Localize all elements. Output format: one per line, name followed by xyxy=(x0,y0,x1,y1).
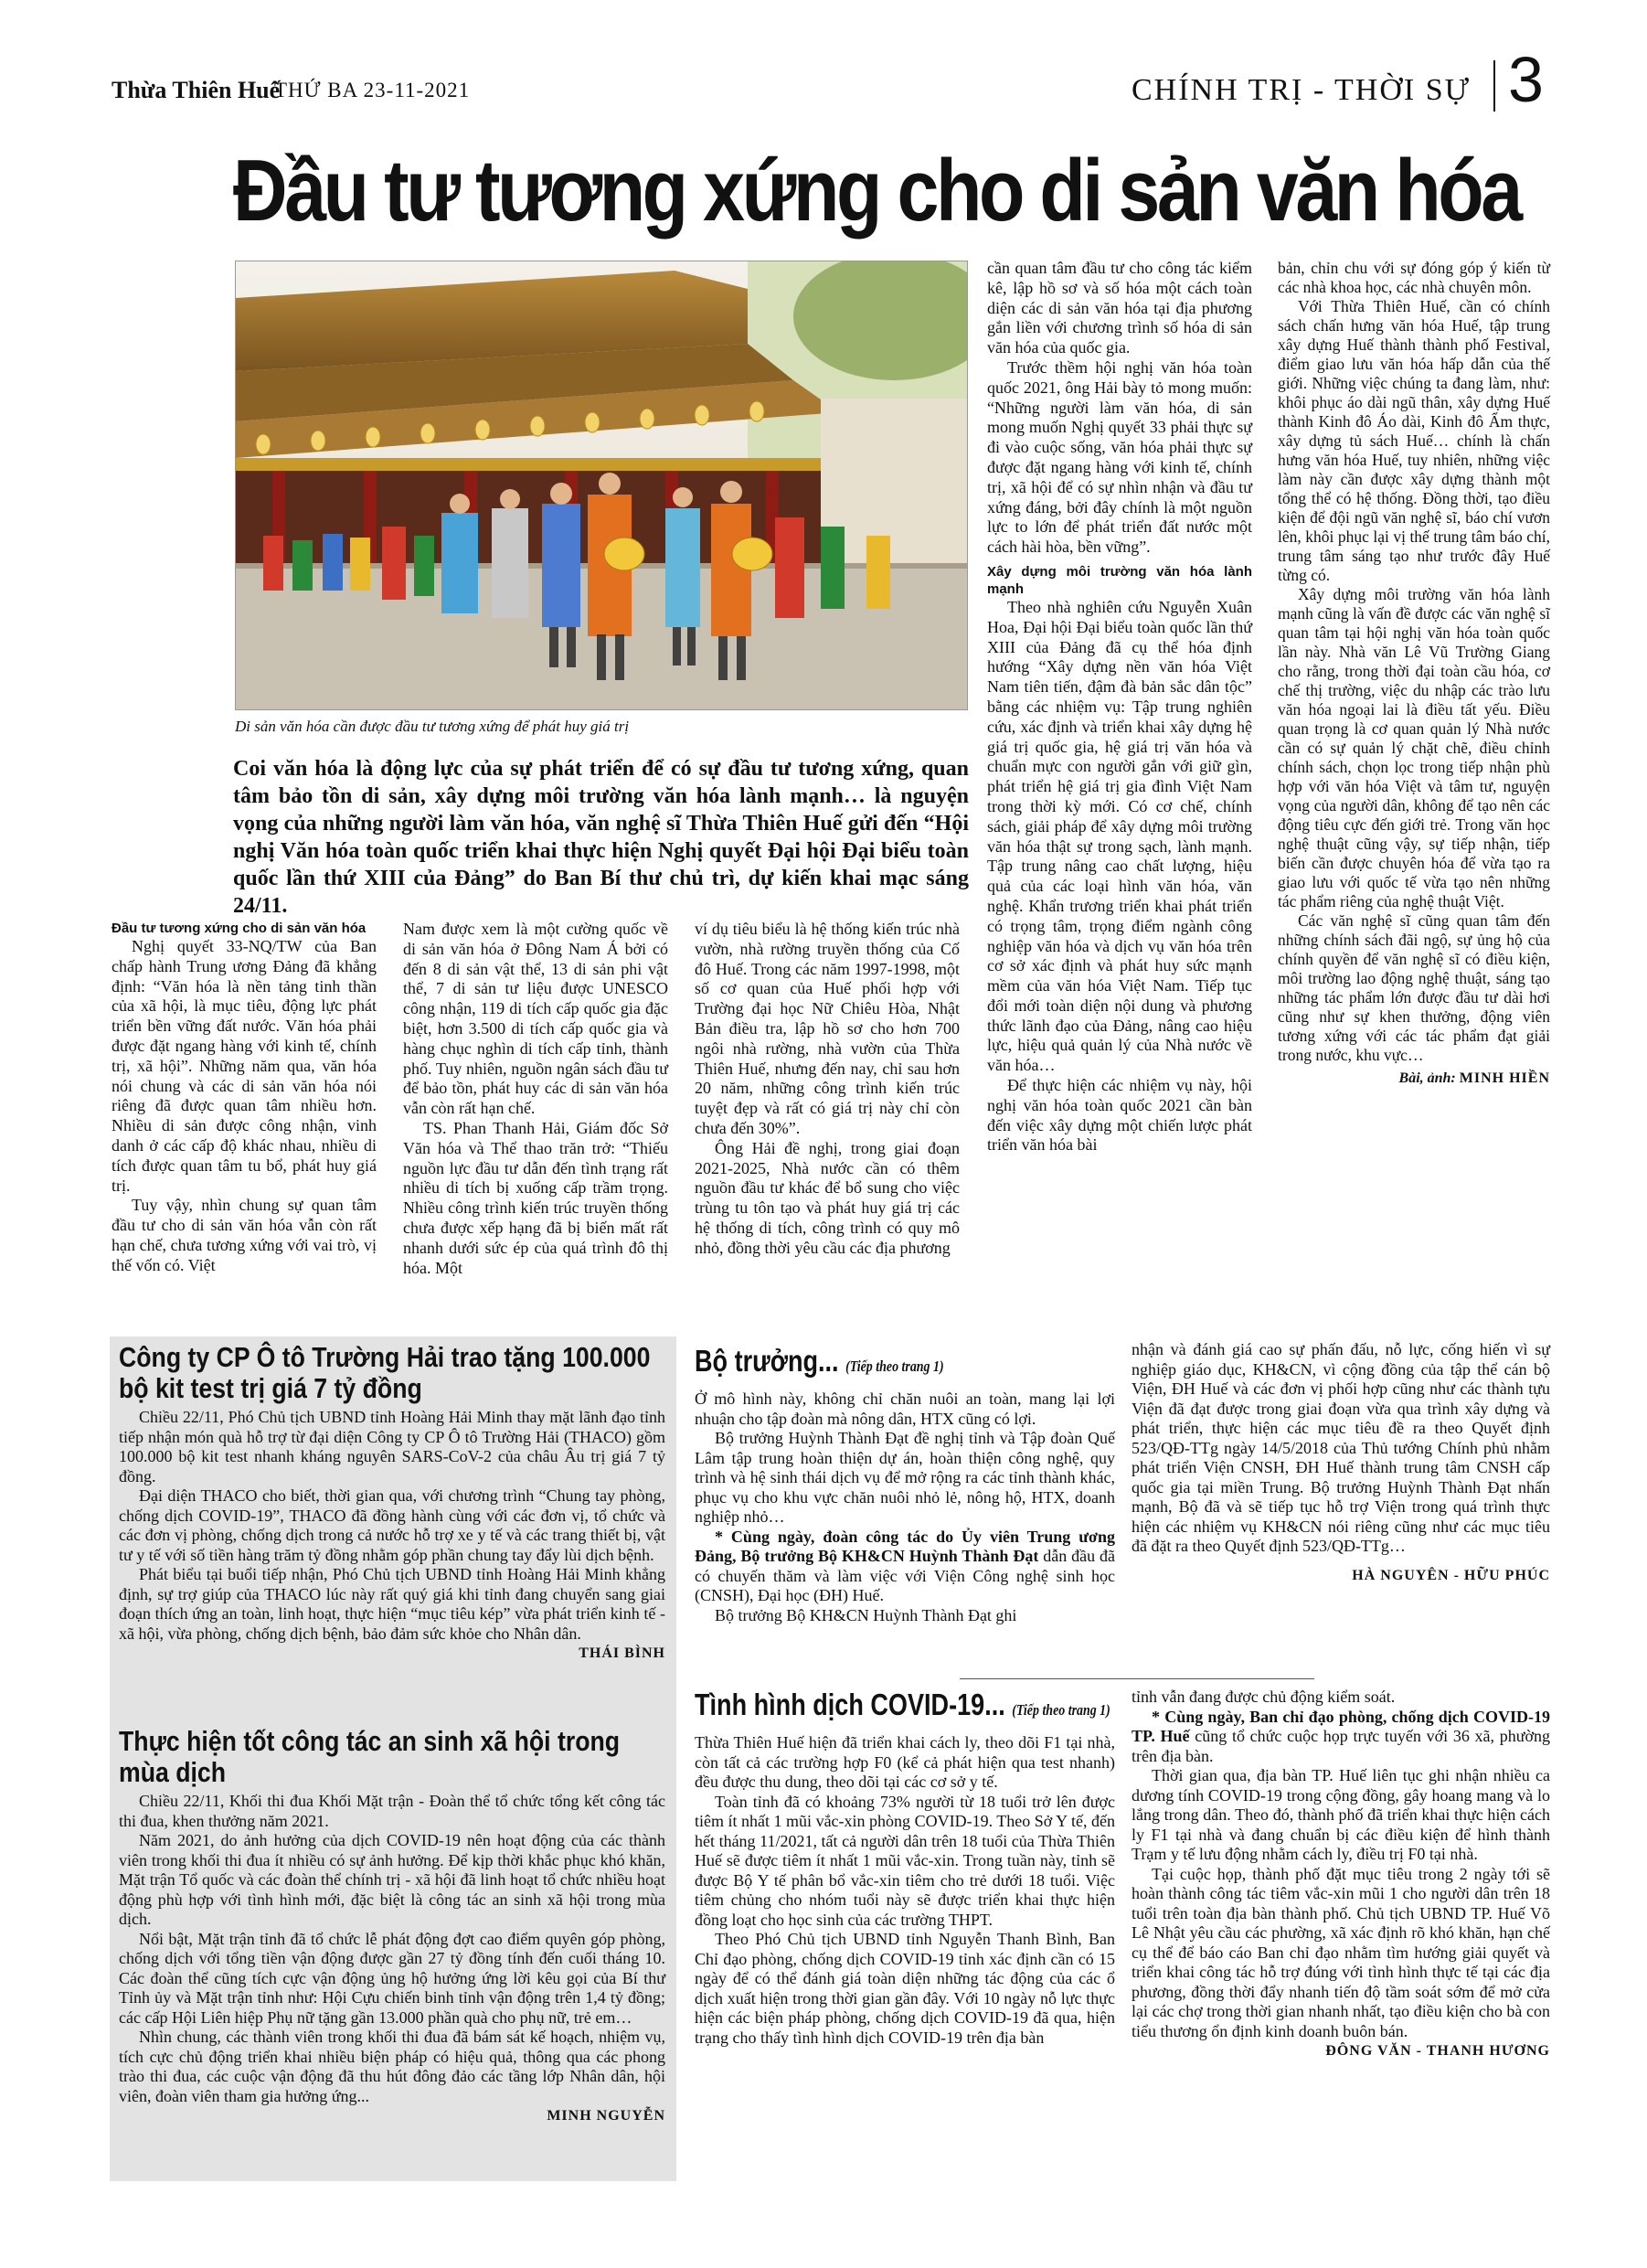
paragraph xyxy=(695,1528,1115,1606)
continued-title-bo-truong xyxy=(695,1344,944,1379)
article-column-5 xyxy=(1278,259,1550,1088)
paragraph: nhận và đánh giá cao sự phấn đấu, nỗ lực, cống hiến vì sự nghiệp giáo dục, KH&CN, vì cộng đồng của tập thể cán bộ Viện, ĐH Huế và các đơn vị phối hợp cũng như các thành tựu Viện đã đạt được trong giai đoạn vừa qua trình xây dựng và phát triển, thực hiện các mục tiêu đề ra theo Quyết định 523/QĐ-TTg ngày 14/5/2018 của Thủ tướng Chính phủ nhằm phát triển Viện CNSH, ĐH Huế thành trung tâm CNSH cấp quốc gia tại miền Trung. Bộ trưởng Huỳnh Thành Đạt nhấn mạnh, Bộ đã và sẽ tiếp tục hỗ trợ Viện trong quá trình thực hiện các nhiệm vụ KH&CN nói riêng cũng như các mục tiêu đã đặt ra theo Quyết định 523/QĐ-TTg… xyxy=(1132,1340,1550,1555)
paragraph: Theo nhà nghiên cứu Nguyễn Xuân Hoa, Đại hội Đại biểu toàn quốc lần thứ XIII của Đảng đã cụ thể hóa định hướng “Xây dựng nền văn hóa Việt Nam tiên tiến, đậm đà bản sắc dân tộc” bằng các nhiệm vụ: Tập trung nghiên cứu, xác định và triển khai xây dựng hệ giá trị quốc gia, hệ giá trị văn hóa và chuẩn mực con người gắn với giữ gìn, phát triển hệ giá trị gia đình Việt Nam trong thời kỳ mới. Có cơ chế, chính sách, giải pháp để xây dựng môi trường văn hóa thật sự trong sạch, lành mạnh. Tập trung nâng cao chất lượng, hiệu quả của các loại hình văn hóa, văn nghệ. Khẩn trương triển khai phát triển có trọng tâm, trọng điểm ngành công nghiệp văn hóa và dịch vụ văn hóa trên cơ sở xác định và phát huy sức mạnh mềm của văn hóa Việt Nam. Tiếp tục đổi mới toàn diện nội dung và phương thức lãnh đạo của Đảng, nâng cao hiệu lực, hiệu quả quản lý của Nhà nước về văn hóa… xyxy=(987,597,1252,1075)
paragraph: Thời gian qua, địa bàn TP. Huế liên tục ghi nhận nhiều ca dương tính COVID-19 trong cộng đồng, gây hoang mang và lo lắng trong dân. Theo đó, thành phố đã triển khai thực hiện cách ly F1 tại nhà và đang chuẩn bị các điều kiện để hình thành Trạm y tế lưu động nhằm cách ly, điều trị F0 tại nhà. xyxy=(1132,1766,1550,1863)
news-title: Tình hình dịch COVID-19... xyxy=(695,1688,1005,1721)
paragraph: Bộ trưởng Huỳnh Thành Đạt đề nghị tỉnh và Tập đoàn Quế Lâm tập trung hoàn thiện dự án, hoàn thiện công nghệ, quy trình và hệ sinh thái dịch vụ để mở rộng ra các tỉnh thành khác, phục vụ cho khu vực chăn nuôi nhỏ lẻ, nông hộ, HTX, doanh nghiệp nhỏ… xyxy=(695,1429,1115,1526)
news-title: Thực hiện tốt công tác an sinh xã hội trong mùa dịch xyxy=(119,1725,621,1788)
photo-caption: Di sản văn hóa cần được đầu tư tương xứng để phát huy giá trị xyxy=(235,718,630,735)
paragraph: Nam được xem là một cường quốc về di sản văn hóa ở Đông Nam Á bởi có đến 8 di sản vật thể, 13 di sản phi vật thể, 7 di sản tư liệu được UNESCO công nhận, 119 di tích cấp quốc gia đặc biệt, hơn 3.500 di tích cấp quốc gia và hàng chục nghìn di tích cấp tỉnh, thành phố. Tuy nhiên, nguồn ngân sách đầu tư để bảo tồn, phát huy các di sản văn hóa vẫn còn rất hạn chế. xyxy=(403,920,668,1118)
byline: ĐÔNG VĂN - THANH HƯƠNG xyxy=(1325,2043,1550,2059)
news-body-covid-2 xyxy=(1132,1688,1550,2061)
news-box-thaco xyxy=(119,1342,749,1404)
paragraph: Nổi bật, Mặt trận tỉnh đã tổ chức lễ phát động đợt cao điểm quyên góp phòng, chống dịch với tổng tiền vận động được gần 27 tỷ đồng tính đến cuối tháng 10. Các đoàn thể cũng tích cực vận động ủng hộ hưởng ứng lời kêu gọi của Bí thư Tỉnh ủy và Mặt trận tỉnh như: Hội Cựu chiến binh tỉnh vận động trên 1,4 tỷ đồng; các cấp Hội Liên hiệp Phụ nữ tặng gần 13.000 phần quà cho phụ nữ, trẻ em… xyxy=(119,1929,665,2027)
news-body-covid-1 xyxy=(695,1733,1115,2048)
paragraph: Thừa Thiên Huế hiện đã triển khai cách ly, theo dõi F1 tại nhà, còn tất cả các trường hợp F0 (kể cả phát hiện qua test nhanh) đều được thu dung, theo dõi tại các cơ sở y tế. xyxy=(695,1733,1115,1791)
section-title: CHÍNH TRỊ - THỜI SỰ xyxy=(1132,73,1472,107)
paragraph: Phát biểu tại buổi tiếp nhận, Phó Chủ tịch UBND tỉnh Hoàng Hải Minh khẳng định, sự trợ giúp của THACO lúc này rất quý giá khi tỉnh đang chuyển sang giai đoạn thích ứng an toàn, linh hoạt, thực hiện “mục tiêu kép” vừa phát triển kinh tế - xã hội, vừa phòng, chống dịch bệnh, bảo đảm sức khỏe cho Nhân dân. xyxy=(119,1565,665,1643)
byline: HÀ NGUYÊN - HỮU PHÚC xyxy=(1352,1567,1550,1583)
paragraph: Năm 2021, do ảnh hưởng của dịch COVID-19 nên hoạt động của các thành viên trong khối thi đua ít nhiều có sự ảnh hưởng. Để kịp thời khắc phục khó khăn, Mặt trận Tổ quốc và các đoàn thể chính trị - xã hội đã linh hoạt tổ chức nhiều hoạt động phù hợp với tình hình mới, đặc biệt là công tác an sinh xã hội trong mùa dịch. xyxy=(119,1831,665,1928)
paragraph: Tại cuộc họp, thành phố đặt mục tiêu trong 2 ngày tới sẽ hoàn thành công tác tiêm vắc-xin mũi 1 cho người dân trên 18 tuổi trên toàn địa bàn thành phố. Chủ tịch UBND TP. Huế Võ Lê Nhật yêu cầu các phường, xã xác định rõ khó khăn, hạn chế cụ thể để báo cáo Ban chỉ đạo nhằm tìm hướng giải quyết và triển khai công tác hỗ trợ đúng với tình hình thực tế tại các địa phương, đồng thời đẩy nhanh tiến độ tầm soát sớm để mở cửa lại các chợ trong thời gian nhanh nhất, tạo điều kiện cho bà con tiểu thương ổn định kinh doanh buôn bán. xyxy=(1132,1864,1550,2040)
news-title: Bộ trưởng... xyxy=(695,1344,839,1378)
article-column-3 xyxy=(695,920,960,1259)
section-divider xyxy=(960,1678,1314,1679)
paragraph-rest: cũng tổ chức cuộc họp trực tuyến với 36 xã, phường trên địa bàn. xyxy=(1132,1727,1551,1765)
headline: Đầu tư tương xứng cho di sản văn hóa xyxy=(233,142,1520,240)
paragraph: Chiều 22/11, Khối thi đua Khối Mặt trận - Đoàn thể tổ chức tổng kết công tác thi đua, khen thưởng năm 2021. xyxy=(119,1792,665,1830)
paragraph: Trước thềm hội nghị văn hóa toàn quốc 2021, ông Hải bày tỏ mong muốn: “Những người làm văn hóa, di sản mong muốn Nghị quyết 33 phải thực sự đi vào cuộc sống, văn hóa phải thực sự được đặt ngang hàng với kinh tế, chính trị, xã hội để có sự nhìn nhận và đầu tư xứng đáng, bởi đây chính là một nguồn lực to lớn để phát triển đất nước một cách hài hòa, bền vững”. xyxy=(987,357,1252,557)
paragraph: Ở mô hình này, không chỉ chăn nuôi an toàn, mang lại lợi nhuận cho tập đoàn mà nông dân, HTX cũng có lợi. xyxy=(695,1390,1115,1428)
news-title: Công ty CP Ô tô Trường Hải trao tặng 100.000 bộ kit test trị giá 7 tỷ đồng xyxy=(119,1341,651,1404)
byline-name: MINH HIỀN xyxy=(1459,1070,1550,1086)
paragraph: Tuy vậy, nhìn chung sự quan tâm đầu tư cho di sản văn hóa vẫn còn rất hạn chế, chưa tương xứng với vai trò, vị thế vốn có. Việt xyxy=(112,1196,377,1274)
continued-note: (Tiếp theo trang 1) xyxy=(845,1358,944,1375)
byline-prefix: Bài, ảnh: xyxy=(1398,1070,1456,1086)
paragraph: Chiều 22/11, Phó Chủ tịch UBND tỉnh Hoàng Hải Minh thay mặt lãnh đạo tỉnh tiếp nhận món quà hỗ trợ từ đại diện Công ty CP Ô tô Trường Hải (THACO) gồm 100.000 bộ kit test nhanh kháng nguyên SARS-CoV-2 của châu Âu trị giá 7 tỷ đồng. xyxy=(119,1408,665,1485)
continued-note: (Tiếp theo trang 1) xyxy=(1012,1701,1110,1719)
paragraph: Với Thừa Thiên Huế, cần có chính sách chấn hưng văn hóa Huế, tập trung xây dựng Huế thành thành phố Festival, điểm giao lưu văn hóa hấp dẫn của thế giới. Những việc chúng ta đang làm, như: khôi phục áo dài ngũ thân, xây dựng Huế thành Kinh đô Áo dài, Kinh đô Ẩm thực, xây dựng tủ sách Huế… chính là chấn hưng văn hóa Huế, tuy nhiên, những việc làm này cần được xây dựng thành một tổng thể có hệ thống. Đồng thời, tạo điều kiện để đội ngũ văn nghệ sĩ, báo chí vươn lên, khôi phục lại vị thế trung tâm báo chí, trung tâm sáng tạo như trước đây Huế từng có. xyxy=(1278,297,1550,584)
subheading: Đầu tư tương xứng cho di sản văn hóa xyxy=(112,921,367,936)
paragraph: Nhìn chung, các thành viên trong khối thi đua đã bám sát kế hoạch, nhiệm vụ, tích cực chủ động triển khai nhiều biện pháp có hiệu quả, thông qua các phong trào thi đua, các cuộc vận động đã thu hút đông đảo các tầng lớp Nhân dân, hội viên, đoàn viên tham gia hưởng ứng... xyxy=(119,2028,665,2105)
paragraph: Bộ trưởng Bộ KH&CN Huỳnh Thành Đạt ghi xyxy=(715,1605,1017,1624)
paragraph: TS. Phan Thanh Hải, Giám đốc Sở Văn hóa và Thể thao trăn trở: “Thiếu nguồn lực đầu tư dẫn đến tình trạng rất nhiều di tích bị xuống cấp trầm trọng. Nhiều công trình kiến trúc truyền thống chưa được xếp hạng đã bị biến mất rất nhanh dưới sức ép của quá trình đô thị hóa. Một xyxy=(403,1118,668,1277)
news-body-thaco xyxy=(119,1408,665,1664)
news-body-bo-truong-1 xyxy=(695,1390,1115,1625)
paragraph: Đại diện THACO cho biết, thời gian qua, với chương trình “Chung tay phòng, chống dịch COVID-19”, THACO đã đồng hành cùng với các đơn vị, tổ chức và các đơn vị phòng, chống dịch trong cả nước hỗ trợ xe y tế và các trang thiết bị, vật tư y tế với số tiền hàng trăm tỷ đồng nhằm góp phần chung tay đẩy lùi dịch bệnh. xyxy=(119,1486,665,1564)
paragraph-rest: dẫn đầu đã có chuyến thăm và làm việc với Viện Công nghệ sinh học (CNSH), Đại học (ĐH) Huế. xyxy=(695,1547,1116,1604)
paragraph: Ông Hải đề nghị, trong giai đoạn 2021-2025, Nhà nước cần có thêm nguồn đầu tư khác để bổ sung cho việc trùng tu tôn tạo và phát huy giá trị các hệ thống di tích, công trình có quy mô nhỏ, đồng thời yêu cầu các địa phương xyxy=(695,1138,960,1257)
ceremony-photo xyxy=(235,261,968,710)
paragraph: tỉnh vẫn đang được chủ động kiểm soát. xyxy=(1132,1688,1396,1706)
issue-date: THỨ BA 23-11-2021 xyxy=(274,79,471,101)
paragraph: Để thực hiện các nhiệm vụ này, hội nghị văn hóa toàn quốc 2021 cần bàn đến việc xây dựng một chiến lược phát triển văn hóa bài xyxy=(987,1076,1252,1155)
page-number: 3 xyxy=(1508,44,1544,115)
paragraph: Xây dựng môi trường văn hóa lành mạnh cũng là vấn đề được các văn nghệ sĩ quan tâm tại hội nghị văn hóa toàn quốc lần này. Nhà văn Lê Vũ Trường Giang cho rằng, trong thời đại toàn cầu hóa, cơ chế thị trường, việc du nhập các trào lưu văn hóa ngoại lai là điều tất yếu. Điều quan trọng là cơ quan quản lý Nhà nước cần có sự quản lý chặt chẽ, điều chỉnh chính sách, chọn lọc trong tiếp nhận phù hợp với văn hóa Việt và tâm tư, nguyện vọng của người dân, không để tạo nên các động tiêu cực đến giới trẻ. Trong văn học nghệ thuật cũng vậy, sự tiếp nhận, tiếp biến cần được chuyên hóa để vừa tạo ra giao lưu với quốc tế vừa tạo nên những tác phẩm riêng của nghệ thuật Việt. xyxy=(1278,585,1550,910)
bold-lead: * Cùng ngày, đoàn công tác do Ủy viên Trung ương Đảng, Bộ trưởng Bộ KH&CN Huỳnh Thành Đạt xyxy=(695,1527,1115,1565)
continued-title-covid xyxy=(695,1688,1110,1722)
news-box-ansinh xyxy=(119,1726,749,1788)
news-body-ansinh xyxy=(119,1792,665,2126)
bold-lead: * Cùng ngày, Ban chỉ đạo phòng, chống dịch COVID-19 TP. Huế xyxy=(1132,1707,1550,1745)
paragraph xyxy=(1132,1708,1550,1767)
newspaper-name: Thừa Thiên Huế xyxy=(112,77,281,103)
article-column-4 xyxy=(987,259,1252,1155)
article-column-2 xyxy=(403,920,668,1278)
news-body-bo-truong-2 xyxy=(1132,1340,1550,1585)
paragraph: ví dụ tiêu biểu là hệ thống kiến trúc nhà vườn, nhà rường truyền thống của Cố đô Huế. Trong các năm 1997-1998, một số cơ quan của Huế phối hợp với Trường đại học Nữ Chiêu Hòa, Nhật Bản điều tra, lập hồ sơ cho hơn 700 ngôi nhà rường, nhà vườn của Thừa Thiên Huế, nhưng đến nay, chỉ sau hơn 20 năm, những công trình kiến trúc tuyệt đẹp và rất có giá trị này chỉ còn chưa đến 30%”. xyxy=(695,920,960,1137)
byline: THÁI BÌNH xyxy=(579,1645,665,1661)
paragraph: Nghị quyết 33-NQ/TW của Ban chấp hành Trung ương Đảng đã khẳng định: “Văn hóa là nền tảng tinh thần của xã hội, là mục tiêu, động lực phát triển bền vững đất nước. Văn hóa phải được đặt ngang hàng với kinh tế, chính trị, xã hội”. Những năm qua, văn hóa nói chung và các di sản văn hóa nói riêng đã được quan tâm nhiều hơn. Nhiều di sản được công nhận, vinh danh ở các cấp độ khác nhau, nhiều di tích được quan tâm tu bổ, phát huy giá trị. xyxy=(112,937,377,1195)
lead-paragraph: Coi văn hóa là động lực của sự phát triển để có sự đầu tư tương xứng, quan tâm bảo tồn di sản, xây dựng môi trường văn hóa lành mạnh… là nguyện vọng của những người làm văn hóa, văn nghệ sĩ Thừa Thiên Huế gửi đến “Hội nghị Văn hóa toàn quốc triển khai thực hiện Nghị quyết Đại hội Đại biểu toàn quốc lần thứ XIII của Đảng” do Ban Bí thư chủ trì, dự kiến khai mạc sáng 24/11. xyxy=(233,757,969,918)
byline: MINH NGUYỄN xyxy=(547,2108,665,2124)
byline xyxy=(1278,1069,1550,1088)
header-divider xyxy=(1493,60,1495,112)
paragraph: bản, chỉn chu với sự đóng góp ý kiến từ các nhà khoa học, các nhà chuyên môn. xyxy=(1278,259,1550,296)
paragraph: Các văn nghệ sĩ cũng quan tâm đến những chính sách đãi ngộ, sự ủng hộ của chính quyền để văn nghệ sĩ có điều kiện, môi trường lao động nghệ thuật, sáng tạo những tác phẩm lớn được đầu tư dài hơi cũng như sự khen thưởng, động viên tương xứng với các tác phẩm đạt giải trong nước, khu vực… xyxy=(1278,911,1550,1064)
article-column-1 xyxy=(112,920,377,1276)
paragraph: cần quan tâm đầu tư cho công tác kiểm kê, lập hồ sơ và số hóa một cách toàn diện các di sản văn hóa tại địa phương gắn liền với chương trình số hóa di sản văn hóa của quốc gia. xyxy=(987,259,1252,357)
subheading: Xây dựng môi trường văn hóa lành mạnh xyxy=(987,563,1252,597)
paragraph: Theo Phó Chủ tịch UBND tỉnh Nguyễn Thanh Bình, Ban Chỉ đạo phòng, chống dịch COVID-19 tỉnh xác định cần có 15 ngày để có thể đánh giá toàn diện những tác động của các ổ dịch xuất hiện trong thời gian gần đây. Với 10 ngày nỗ lực thực hiện các biện pháp phòng, chống dịch COVID-19 đã qua, hiện trạng cho thấy tình hình dịch COVID-19 trên địa bàn xyxy=(695,1930,1115,2047)
paragraph: Toàn tỉnh đã có khoảng 73% người từ 18 tuổi trở lên được tiêm ít nhất 1 mũi vắc-xin phòng COVID-19. Theo Sở Y tế, đến hết tháng 11/2021, tất cả người dân trên 18 tuổi của Thừa Thiên Huế sẽ được tiêm ít nhất 1 mũi vắc-xin. Trong tuần này, tỉnh sẽ được Bộ Y tế phân bổ vắc-xin tiêm cho trẻ dưới 18 tuổi. Việc tiêm chủng cho nhóm tuổi này sẽ được triển khai thực hiện đồng loạt cho học sinh của các trường THPT. xyxy=(695,1792,1115,1929)
